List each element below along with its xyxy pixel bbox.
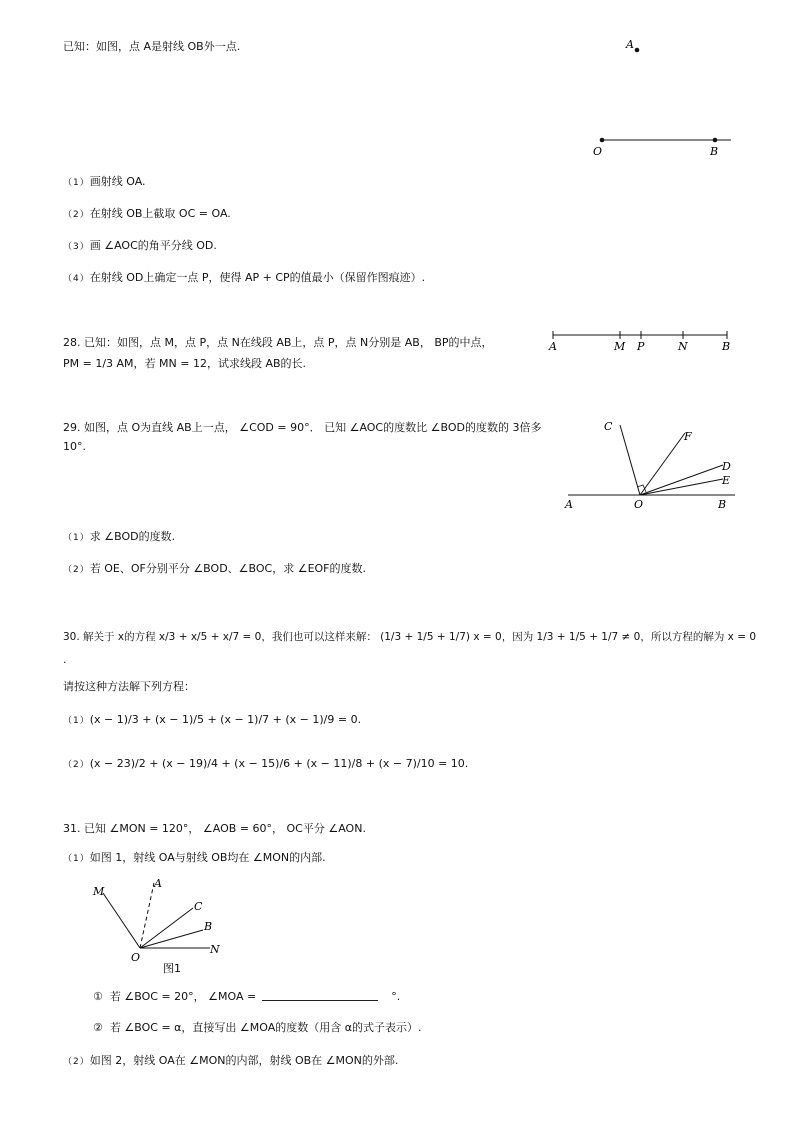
p29-item-1: （1）求 ∠BOD的度数. [63,530,176,543]
p31-sub-1: ① 若 ∠BOC = 20°， ∠MOA = °. [93,990,401,1003]
label-n: N [678,340,688,353]
label-m: M [93,885,105,898]
p31-item-1: （1）如图 1，射线 OA与射线 OB均在 ∠MON的内部. [63,851,326,864]
ray-oc [140,908,193,948]
p30-line2: . [63,653,67,666]
label-a: A [549,340,557,353]
ray-oc [620,425,640,495]
point-b-dot [713,138,718,143]
label-o: O [131,951,141,964]
label-c: C [604,420,613,433]
label-o: O [593,145,603,158]
ray-of [640,433,685,495]
p31-item-2: （2）如图 2，射线 OA在 ∠MON的内部，射线 OB在 ∠MON的外部. [63,1054,399,1067]
label-a: A [626,38,634,51]
p31-sub-2: ② 若 ∠BOC = α，直接写出 ∠MOA的度数（用含 α的式子表示）. [93,1021,422,1034]
p27-item-4: （4）在射线 OD上确定一点 P，使得 AP + CP的值最小（保留作图痕迹）. [63,271,426,284]
label-f: F [684,430,692,443]
label-b: B [718,498,727,511]
p29-line2: 10°. [63,440,86,453]
p30-item-2: （2）(x − 23)/2 + (x − 19)/4 + (x − 15)/6 + (x − 11)/8 + (x − 7)/10 = 10. [63,757,469,770]
label-d: D [722,460,731,473]
label-e: E [722,474,731,487]
p30-line1: 30. 解关于 x的方程 x/3 + x/5 + x/7 = 0，我们也可以这样来解： (1/3 + 1/5 + 1/7) x = 0，因为 1/3 + 1/5 + 1/7 ≠ 0，所以方程的解为 x = 0 [63,631,757,643]
label-m: M [614,340,626,353]
p30-item-1: （1）(x − 1)/3 + (x − 1)/5 + (x − 1)/7 + (x − 1)/9 = 0. [63,713,362,726]
p27-item-3: （3）画 ∠AOC的角平分线 OD. [63,239,217,252]
ray-oa [140,883,154,948]
p28-line1: 28. 已知：如图，点 M，点 P，点 N在线段 AB上，点 P，点 N分别是 AB， BP的中点， [63,336,493,349]
label-b: B [710,145,719,158]
label-a: A [565,498,573,511]
figure-segment-ab [545,325,740,355]
label-n: N [210,943,220,956]
point-o-dot [600,138,605,143]
label-p: P [637,340,645,353]
ray-oe [640,479,723,495]
p27-item-2: （2）在射线 OB上截取 OC = OA. [63,207,231,220]
p31-line1: 31. 已知 ∠MON = 120°， ∠AOB = 60°， OC平分 ∠AON. [63,822,366,835]
figure-ray-ob [585,30,745,160]
figure-1 [88,875,228,980]
label-a: A [154,877,162,890]
p30-instruction: 请按这种方法解下列方程： [63,680,195,693]
answer-blank[interactable] [262,990,378,1001]
ray-ob [140,930,203,948]
p29-item-2: （2）若 OE、OF分别平分 ∠BOD、∠BOC，求 ∠EOF的度数. [63,562,367,575]
intro-text: 已知：如图，点 A是射线 OB外一点. [63,40,241,53]
label-o: O [634,498,644,511]
figure-angles-29 [560,415,745,515]
point-a-dot [635,48,640,53]
ray-od [640,465,723,495]
label-c: C [194,900,203,913]
p27-item-1: （1）画射线 OA. [63,175,146,188]
figure-caption: 图1 [163,962,181,975]
label-b: B [722,340,731,353]
p29-line1: 29. 如图，点 O为直线 AB上一点， ∠COD = 90°． 已知 ∠AOC的度数比 ∠BOD的度数的 3倍多 [63,421,542,434]
p28-line2: PM = 1/3 AM，若 MN = 12，试求线段 AB的长. [63,357,307,370]
ray-om [103,893,140,948]
label-b: B [204,920,213,933]
